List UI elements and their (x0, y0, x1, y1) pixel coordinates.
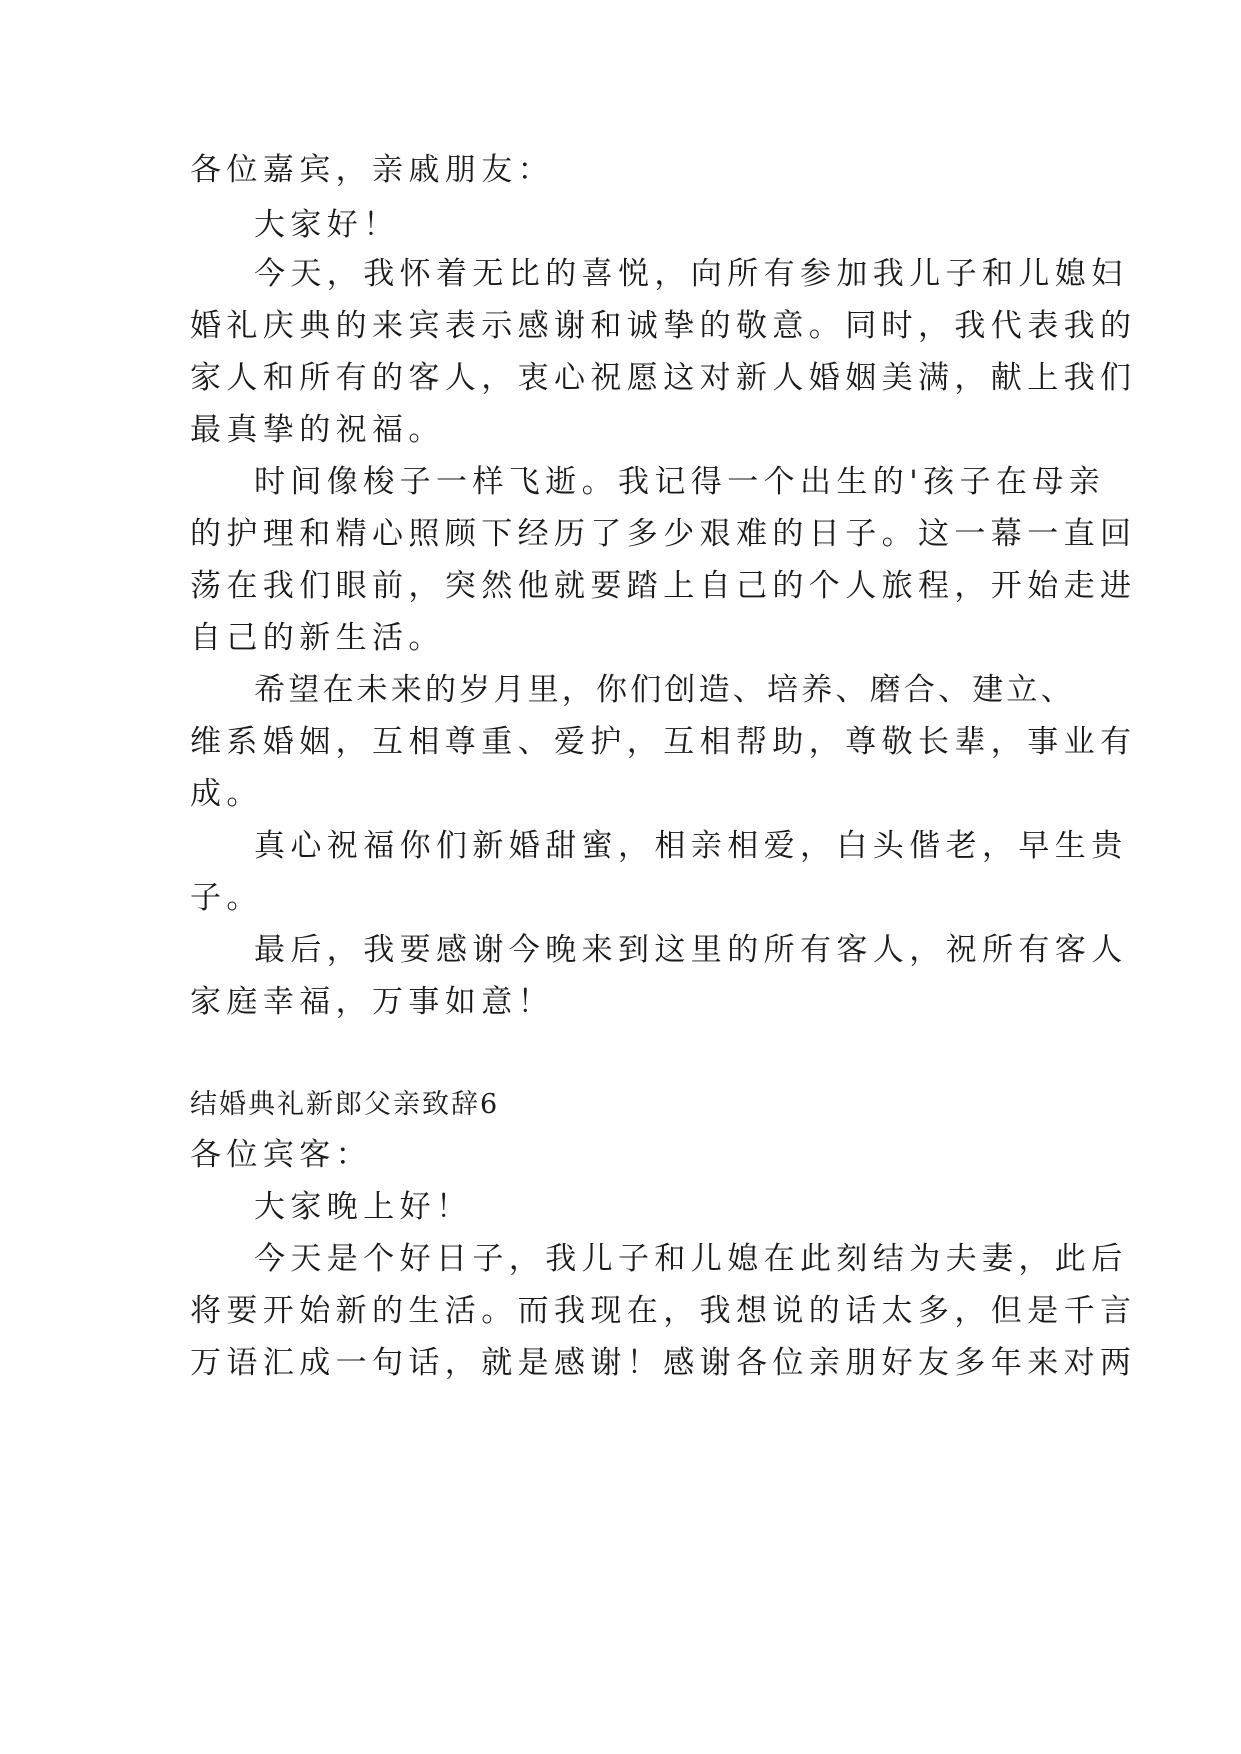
paragraph-line: 的护理和精心照顾下经历了多少艰难的日子。这一幕一直回 (190, 516, 1137, 552)
paragraph-line: 家庭幸福，万事如意！ (190, 984, 554, 1020)
salutation: 各位嘉宾，亲戚朋友： (190, 152, 554, 188)
paragraph-line: 今天是个好日子，我儿子和儿媳在此刻结为夫妻，此后 (254, 1241, 1128, 1277)
greeting: 大家好！ (254, 207, 400, 243)
paragraph-line: 婚礼庆典的来宾表示感谢和诚挚的敬意。同时，我代表我的 (190, 308, 1137, 344)
paragraph-line: 万语汇成一句话，就是感谢！感谢各位亲朋好友多年来对两 (190, 1345, 1137, 1381)
paragraph-line: 将要开始新的生活。而我现在，我想说的话太多，但是千言 (190, 1293, 1137, 1329)
paragraph-line: 真心祝福你们新婚甜蜜，相亲相爱，白头偕老，早生贵 (254, 828, 1128, 864)
paragraph-line: 荡在我们眼前，突然他就要踏上自己的个人旅程，开始走进 (190, 568, 1137, 604)
paragraph-line: 成。 (190, 776, 263, 812)
paragraph-line: 最后，我要感谢今晚来到这里的所有客人，祝所有客人 (254, 932, 1128, 968)
salutation: 各位宾客： (190, 1137, 372, 1173)
paragraph-line: 今天，我怀着无比的喜悦，向所有参加我儿子和儿媳妇 (254, 256, 1128, 292)
greeting: 大家晚上好！ (254, 1189, 473, 1225)
paragraph-line: 自己的新生活。 (190, 620, 445, 656)
paragraph-line: 最真挚的祝福。 (190, 412, 445, 448)
paragraph-line: 家人和所有的客人，衷心祝愿这对新人婚姻美满，献上我们 (190, 360, 1137, 396)
paragraph-line: 子。 (190, 880, 263, 916)
section-title: 结婚典礼新郎父亲致辞6 (190, 1089, 500, 1120)
paragraph-line: 时间像梭子一样飞逝。我记得一个出生的'孩子在母亲 (254, 464, 1106, 500)
paragraph-line: 维系婚姻，互相尊重、爱护，互相帮助，尊敬长辈，事业有 (190, 724, 1137, 760)
paragraph-line: 希望在未来的岁月里，你们创造、培养、磨合、建立、 (254, 672, 1075, 708)
